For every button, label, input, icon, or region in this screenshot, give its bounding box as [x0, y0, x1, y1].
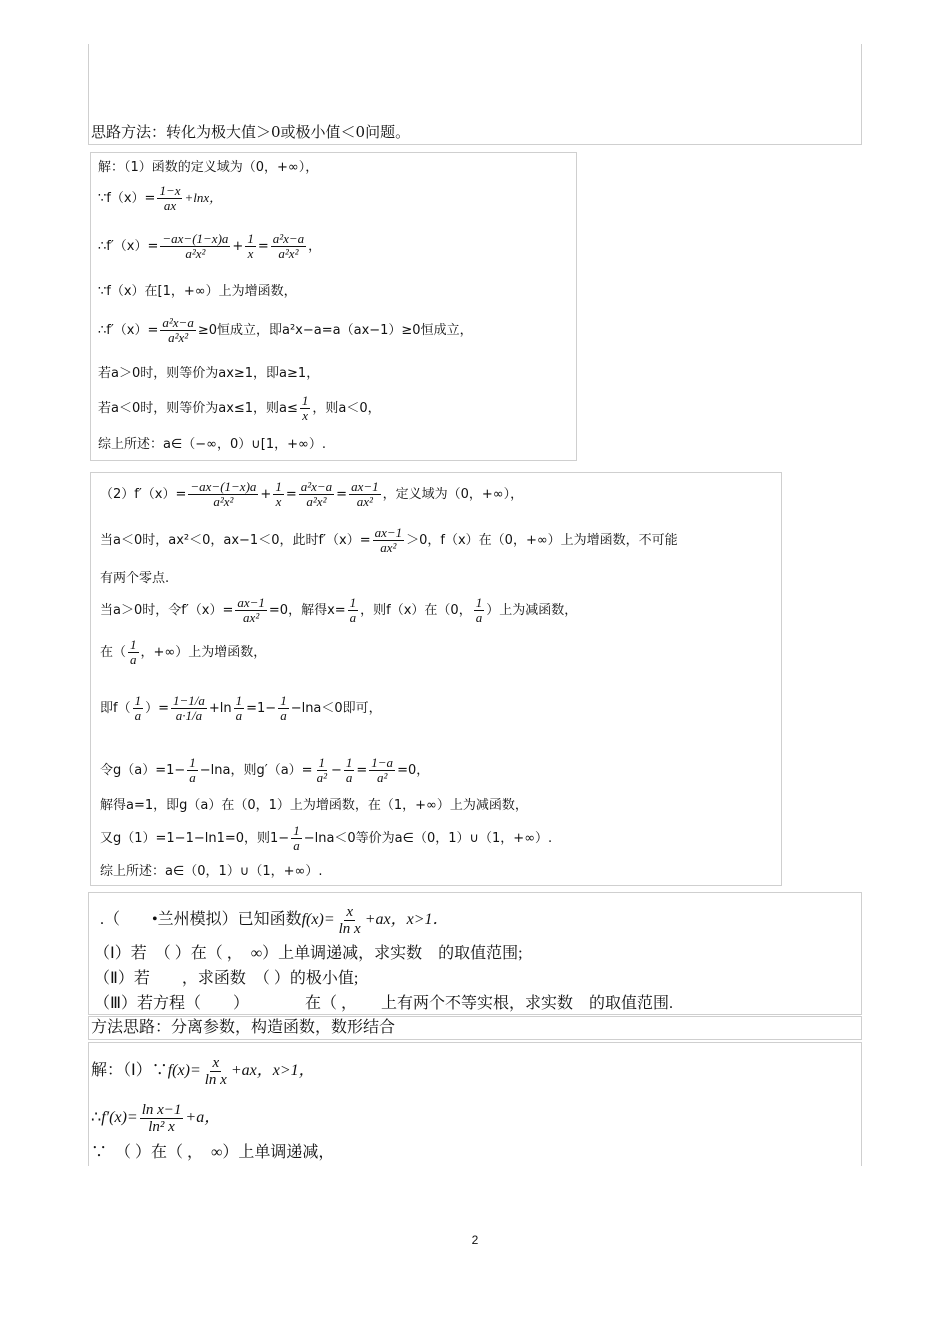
- method-text-2: 方法思路：分离参数，构造函数，数形结合: [91, 1019, 396, 1036]
- s1-line-5: ∴f′（x）= $\frac{\text{a²x−a}}{\text{a²x²}}$ ≥0恒成立，即a²x−a=a（ax−1）≥0恒成立，: [98, 315, 473, 345]
- page-number: 2: [471, 1233, 479, 1247]
- s2-line-9: 又g（1）=1−1−ln1=0，则1− $\frac{1}{a}$ −lna＜0等价为a∈（0，1）∪（1，+∞）.: [100, 823, 553, 853]
- s3-line-2: ∴f′(x)= $\frac{\text{ln x−1}}{\text{ln² x}}$ +a，: [91, 1102, 221, 1135]
- s3-line-3: ∵ （ ）在（ ， ∞）上单调递减，: [91, 1144, 335, 1161]
- s1-line-3: ∴f′（x）= $\frac{-ax-(1-x)a}{\text{a²x²}}$ + $\frac{1}{x}$ = $\frac{\text{a²x−a}}{\text{a²x²}}$ ，: [98, 231, 322, 261]
- s2-line-8: 解得a=1，即g（a）在（0，1）上为增函数，在（1，+∞）上为减函数，: [100, 798, 528, 813]
- s1-line-4: ∵f（x）在[1，+∞）上为增函数，: [98, 284, 297, 299]
- s1-line-1: 解：（1）函数的定义域为（0，+∞），: [98, 160, 319, 175]
- s2-line-5: 在（ $\frac{1}{a}$ ，+∞）上为增函数，: [100, 637, 267, 667]
- problem-line-1: .（ •兰州模拟）已知函数f(x)= $\frac{x}{\text{ln x}}$ +ax，x>1．: [100, 904, 449, 937]
- s2-line-6: 即f（ $\frac{1}{a}$ ）= $\frac{1-1/a}{a\cdot 1/a}$ +ln $\frac{1}{a}$ =1− $\frac{1}{a}$ −lna＜0即可，: [100, 693, 382, 723]
- s2-line-10: 综上所述：a∈（0，1）∪（1，+∞）.: [100, 864, 323, 879]
- s3-line-1: 解：（Ⅰ）∵f(x)= $\frac{x}{\text{ln x}}$ +ax，x>1，: [91, 1055, 315, 1088]
- s2-line-4: 当a＞0时，令f′（x）= $\frac{ax-1}{\text{ax²}}$ =0，解得x= $\frac{1}{a}$ ，则f（x）在（0， $\frac{1}{a}$ ）上为减函数，: [100, 595, 578, 625]
- s2-line-2: 当a＜0时，ax²＜0，ax−1＜0，此时f′（x）= $\frac{ax-1}{\text{ax²}}$ ＞0，f（x）在（0，+∞）上为增函数，不可能: [100, 525, 678, 555]
- s2-line-7: 令g（a）=1− $\frac{1}{a}$ −lna，则g′（a）= $\frac{1}{\text{a²}}$ − $\frac{1}{a}$ = $\frac{1-a}{\text{a²}}$ =0，: [100, 755, 430, 785]
- s2-line-3: 有两个零点.: [100, 571, 170, 586]
- problem-line-3: （Ⅱ）若 ，求函数 （ ）的极小值;: [94, 970, 359, 987]
- method-text-1: 思路方法：转化为极大值＞0或极小值＜0问题。: [91, 123, 411, 141]
- problem-line-2: （Ⅰ）若 （ ）在（ ， ∞）上单调递减，求实数 的取值范围;: [94, 945, 523, 962]
- s1-line-7: 若a＜0时，则等价为ax≤1，则a≤ $\frac{1}{x}$ ，则a＜0，: [98, 393, 381, 423]
- s1-line-2: ∵f（x）= $\frac{1-x}{ax}$ +lnx，: [98, 183, 223, 213]
- s1-line-6: 若a＞0时，则等价为ax≥1，即a≥1，: [98, 366, 320, 381]
- s1-line-8: 综上所述：a∈（−∞，0）∪[1，+∞）.: [98, 437, 326, 452]
- problem-line-4: （Ⅲ）若方程（ ） 在（ ， 上有两个不等实根，求实数 的取值范围.: [94, 995, 674, 1012]
- s2-line-1: （2）f′（x）= $\frac{-ax-(1-x)a}{\text{a²x²}}$ + $\frac{1}{x}$ = $\frac{\text{a²x−a}}{\text{a²x²}}$ = $\frac{ax-1}{\text{ax²}}$ ，定义域为（0，+∞），: [100, 479, 524, 509]
